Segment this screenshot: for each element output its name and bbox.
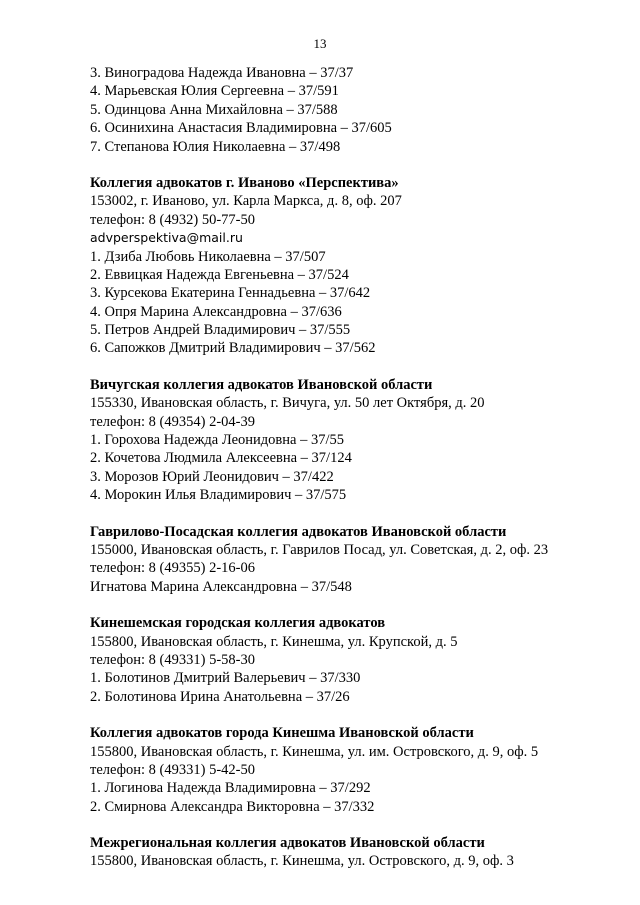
section-address: 155000, Ивановская область, г. Гаврилов Посад, ул. Советская, д. 2, оф. 23 bbox=[90, 541, 549, 558]
section-phone: телефон: 8 (49354) 2-04-39 bbox=[90, 413, 255, 430]
list-item: 3. Виноградова Надежда Ивановна – 37/37 bbox=[90, 65, 354, 81]
section-phone: телефон: 8 (49331) 5-42-50 bbox=[90, 761, 255, 778]
list-item: 1. Болотинов Дмитрий Валерьевич – 37/330 bbox=[90, 670, 361, 687]
list-item: 1. Горохова Надежда Леонидовна – 37/55 bbox=[90, 432, 344, 449]
page-number: 13 bbox=[313, 36, 327, 51]
bar-association-section bbox=[90, 724, 610, 816]
bar-association-section bbox=[90, 523, 610, 597]
list-item: 6. Сапожков Дмитрий Владимирович – 37/562 bbox=[90, 340, 376, 357]
document-body bbox=[90, 64, 610, 871]
list-item: 7. Степанова Юлия Николаевна – 37/498 bbox=[90, 138, 341, 155]
list-item: 4. Опря Марина Александровна – 37/636 bbox=[90, 303, 342, 320]
list-item: 6. Осинихина Анастасия Владимировна – 37/605 bbox=[90, 120, 392, 137]
list-item: 1. Логинова Надежда Владимировна – 37/292 bbox=[90, 780, 371, 797]
section-phone: телефон: 8 (49355) 2-16-06 bbox=[90, 560, 255, 577]
bar-association-section bbox=[90, 376, 610, 505]
section-address: 155330, Ивановская область, г. Вичуга, ул. 50 лет Октября, д. 20 bbox=[90, 395, 485, 412]
list-item: 5. Одинцова Анна Михайловна – 37/588 bbox=[90, 101, 338, 118]
section-title: Межрегиональная коллегия адвокатов Ивановской области bbox=[90, 835, 485, 852]
continued-member-list bbox=[90, 64, 610, 156]
list-item: 5. Петров Андрей Владимирович – 37/555 bbox=[90, 322, 351, 339]
list-item: 1. Дзиба Любовь Николаевна – 37/507 bbox=[90, 248, 326, 265]
list-item: Игнатова Марина Александровна – 37/548 bbox=[90, 578, 352, 595]
list-item: 2. Болотинова Ирина Анатольевна – 37/26 bbox=[90, 688, 350, 705]
bar-association-section bbox=[90, 614, 610, 706]
section-title: Вичугская коллегия адвокатов Ивановской области bbox=[90, 376, 433, 393]
section-email: advperspektiva@mail.ru bbox=[90, 230, 243, 246]
list-item: 2. Еввицкая Надежда Евгеньевна – 37/524 bbox=[90, 266, 349, 283]
section-title: Гаврилово-Посадская коллегия адвокатов Ивановской области bbox=[90, 523, 507, 540]
section-title: Коллегия адвокатов г. Иваново «Перспектива» bbox=[90, 174, 399, 191]
bar-association-section bbox=[90, 834, 610, 871]
list-item: 4. Морокин Илья Владимирович – 37/575 bbox=[90, 487, 347, 504]
bar-association-section bbox=[90, 174, 610, 358]
section-address: 153002, г. Иваново, ул. Карла Маркса, д. 8, оф. 207 bbox=[90, 193, 402, 210]
list-item: 2. Кочетова Людмила Алексеевна – 37/124 bbox=[90, 450, 352, 467]
section-phone: телефон: 8 (49331) 5-58-30 bbox=[90, 651, 255, 668]
list-item: 3. Курсекова Екатерина Геннадьевна – 37/642 bbox=[90, 285, 371, 302]
list-item: 2. Смирнова Александра Викторовна – 37/332 bbox=[90, 798, 375, 815]
section-title: Коллегия адвокатов города Кинешма Ивановской области bbox=[90, 725, 474, 742]
section-title: Кинешемская городская коллегия адвокатов bbox=[90, 615, 386, 632]
list-item: 4. Марьевская Юлия Сергеевна – 37/591 bbox=[90, 83, 339, 100]
section-address: 155800, Ивановская область, г. Кинешма, ул. им. Островского, д. 9, оф. 5 bbox=[90, 743, 539, 760]
section-address: 155800, Ивановская область, г. Кинешма, ул. Островского, д. 9, оф. 3 bbox=[90, 853, 514, 870]
section-phone: телефон: 8 (4932) 50-77-50 bbox=[90, 211, 255, 228]
list-item: 3. Морозов Юрий Леонидович – 37/422 bbox=[90, 468, 334, 485]
section-address: 155800, Ивановская область, г. Кинешма, ул. Крупской, д. 5 bbox=[90, 633, 458, 650]
